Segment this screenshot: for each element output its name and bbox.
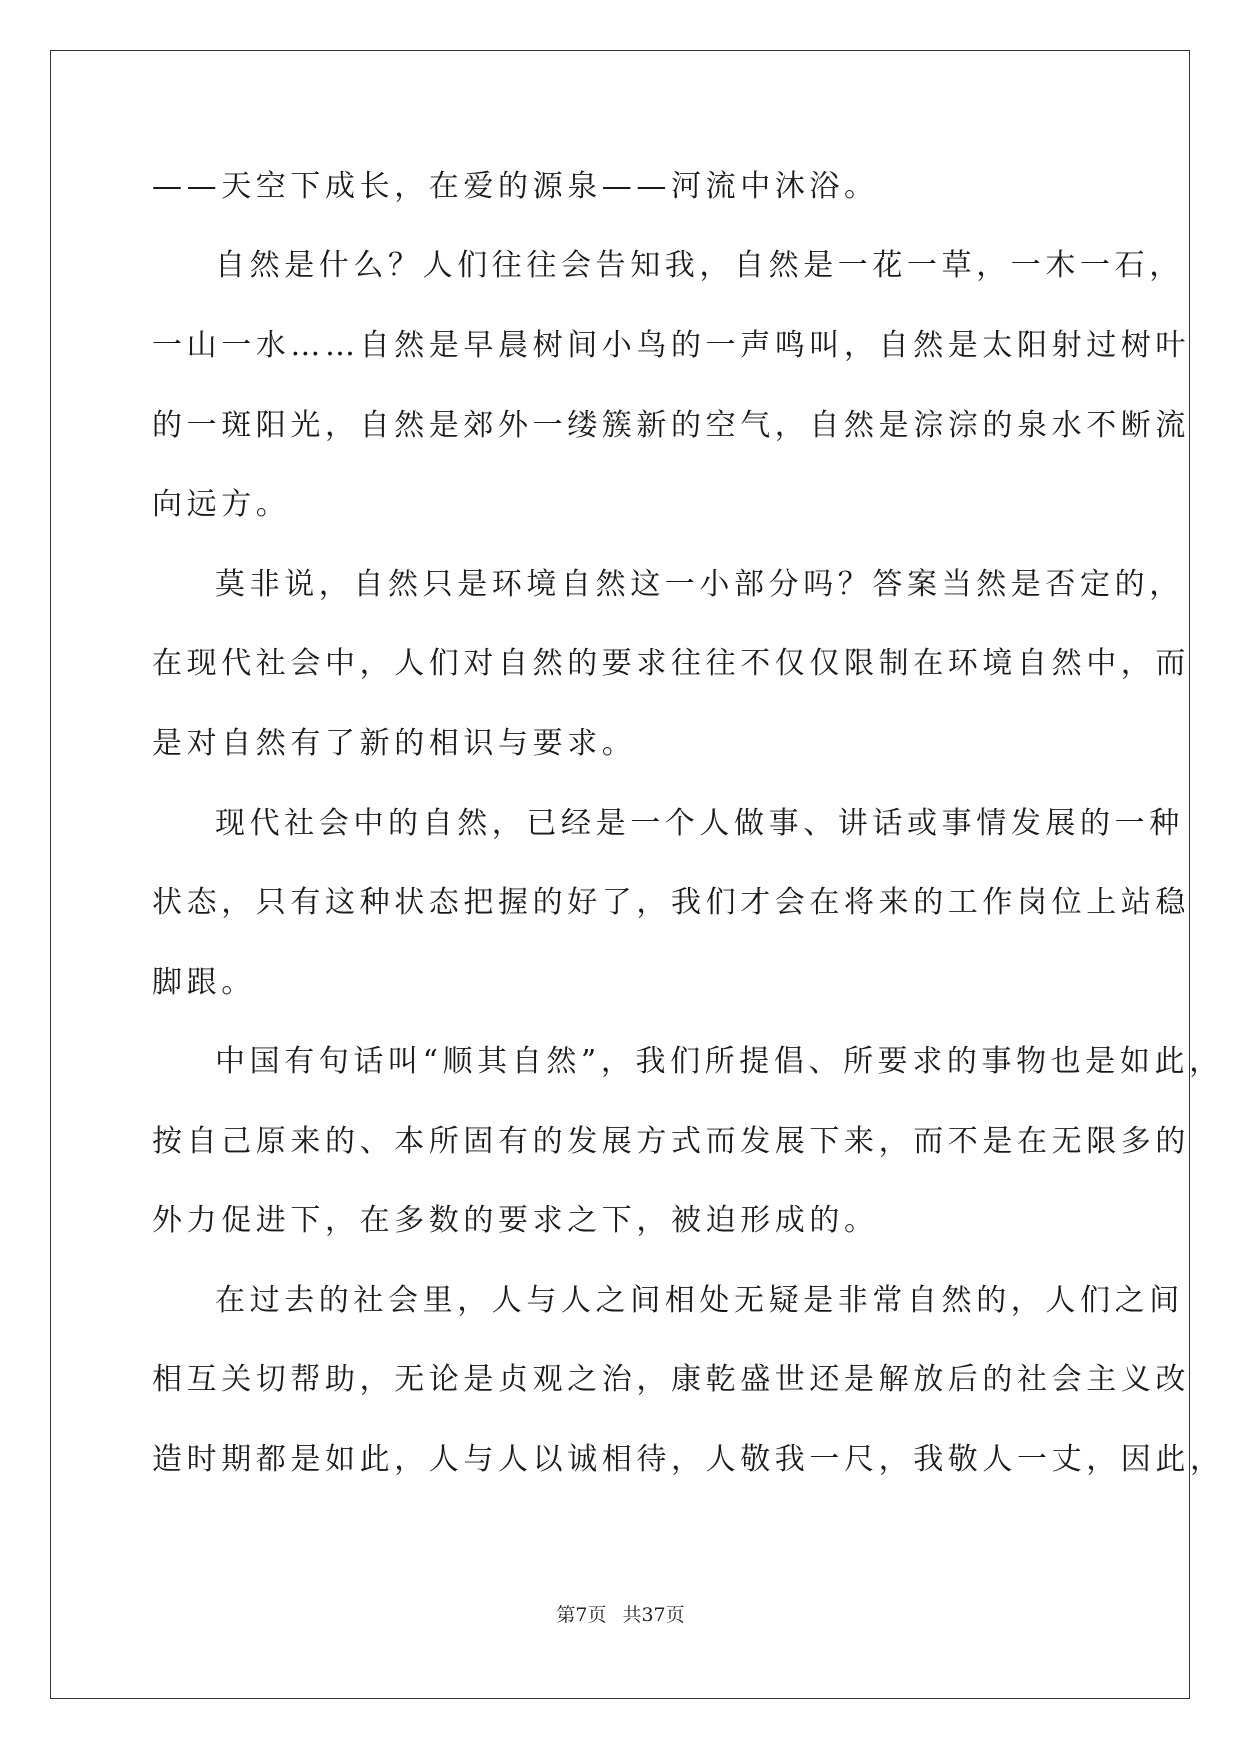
- text-line: 在现代社会中，人们对自然的要求往往不仅仅限制在环境自然中，而: [152, 646, 1190, 681]
- page-footer: [0, 1603, 1241, 1627]
- text-line: 造时期都是如此，人与人以诚相待，人敬我一尺，我敬人一丈，因此，: [152, 1442, 1225, 1477]
- text-line: 相互关切帮助，无论是贞观之治，康乾盛世还是解放后的社会主义改: [152, 1362, 1190, 1397]
- text-line: 按自己原来的、本所固有的发展方式而发展下来，而不是在无限多的: [152, 1124, 1190, 1159]
- text-line: 状态，只有这种状态把握的好了，我们才会在将来的工作岗位上站稳: [152, 885, 1190, 920]
- text-line: 在过去的社会里，人与人之间相处无疑是非常自然的，人们之间: [215, 1283, 1184, 1318]
- text-line: 向远方。: [152, 487, 291, 522]
- text-line: 自然是什么？人们往往会告知我，自然是一花一草，一木一石，: [215, 248, 1184, 283]
- page-total: 共37页: [622, 1604, 685, 1626]
- page-number: 第7页: [556, 1604, 607, 1626]
- text-line: 脚跟。: [152, 965, 256, 1000]
- text-line: 莫非说，自然只是环境自然这一小部分吗？答案当然是否定的，: [215, 567, 1184, 602]
- text-line: 中国有句话叫“顺其自然”，我们所提倡、所要求的事物也是如此，: [215, 1044, 1224, 1079]
- text-line: 现代社会中的自然，已经是一个人做事、讲话或事情发展的一种: [215, 806, 1184, 841]
- text-line: ——天空下成长，在爱的源泉——河流中沐浴。: [152, 169, 879, 204]
- text-line: 一山一水……自然是早晨树间小鸟的一声鸣叫，自然是太阳射过树叶: [152, 328, 1190, 363]
- text-line: 的一斑阳光，自然是郊外一缕簇新的空气，自然是淙淙的泉水不断流: [152, 408, 1190, 443]
- text-line: 外力促进下，在多数的要求之下，被迫形成的。: [152, 1203, 879, 1238]
- text-line: 是对自然有了新的相识与要求。: [152, 726, 637, 761]
